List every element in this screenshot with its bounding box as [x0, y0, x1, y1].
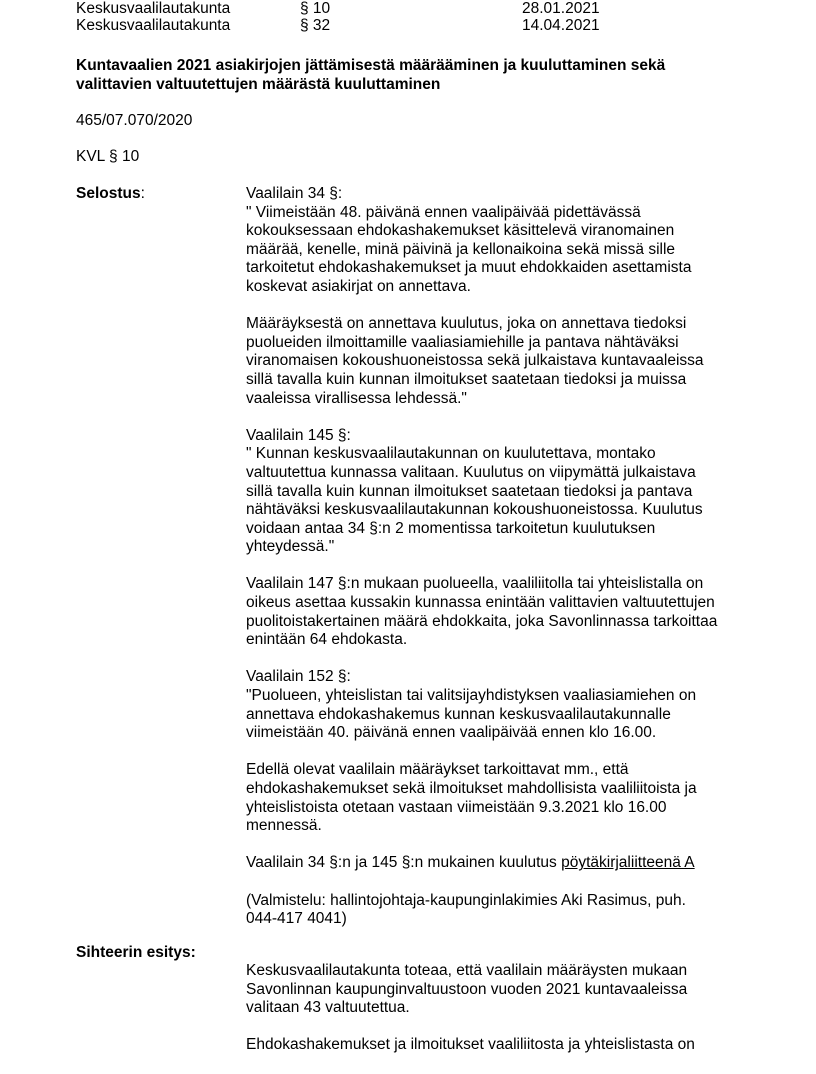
text-line: määrää, kenelle, minä päivinä ja kellonaikoina sekä missä sille	[246, 240, 676, 258]
paragraph	[246, 962, 746, 1018]
header-section: § 32	[300, 17, 331, 34]
paragraph	[246, 315, 746, 408]
paragraph	[246, 575, 746, 649]
text-line: viranomaisen kokoushuoneistossa sekä julkaistava kuntavaaleissa	[246, 352, 704, 370]
text-line: tarkoitetut ehdokashakemukset ja muut ehdokkaiden asettamista	[246, 259, 692, 277]
text-line: "Puolueen, yhteislistan tai valitsijayhdistyksen vaaliasiamiehen on	[246, 687, 697, 705]
sihteerin-paragraphs	[246, 962, 746, 1055]
text-line: vaaleissa virallisessa lehdessä."	[246, 389, 467, 407]
paragraph	[246, 1036, 746, 1055]
preparer-line: (Valmistelu: hallintojohtaja-kaupunginlakimies Aki Rasimus, puh.	[246, 891, 686, 909]
selostus-label-text: Selostus	[76, 185, 141, 202]
text-line: oikeus asettaa kussakin kunnassa enintään valittavien valtuutettujen	[246, 594, 715, 612]
text-line: valtuutettua kunnassa valitaan. Kuulutus on viipymättä julkaistava	[246, 463, 696, 481]
text-line: Keskusvaalilautakunta toteaa, että vaalilain määräysten mukaan	[246, 962, 688, 979]
paragraph	[246, 185, 746, 297]
selostus-colon: :	[140, 185, 145, 202]
text-line: puolueiden ilmoittamille vaaliasiamiehille ja pantava nähtäväksi	[246, 333, 679, 351]
preparer-line: 044-417 4041)	[246, 910, 347, 928]
sihteerin-body	[246, 962, 746, 1074]
text-line: koskevat asiakirjat on annettava.	[246, 277, 471, 295]
text-line: voidaan antaa 34 §:n 2 momentissa tarkoitetun kuulutuksen	[246, 519, 656, 537]
paragraph	[246, 761, 746, 835]
text-line: mennessä.	[246, 817, 322, 835]
text-line: valitaan 43 valtuutettua.	[246, 999, 410, 1017]
header-section: § 10	[300, 0, 331, 17]
text-line: enintään 64 ehdokasta.	[246, 631, 408, 649]
sihteerin-esitys-label: Sihteerin esitys:	[76, 944, 196, 961]
attachment-link[interactable]: pöytäkirjaliitteenä A	[561, 854, 695, 872]
text-line: sillä tavalla kuin kunnan ilmoitukset saatetaan tiedoksi ja pantava	[246, 482, 693, 500]
text-line: Määräyksestä on annettava kuulutus, joka on annettava tiedoksi	[246, 315, 687, 333]
text-line: puolitoistakertainen määrä ehdokkaita, joka Savonlinnassa tarkoittaa	[246, 612, 718, 630]
text-line: Vaalilain 147 §:n mukaan puolueella, vaaliliitolla tai yhteislistalla on	[246, 575, 704, 593]
text-line: Edellä olevat vaalilain määräykset tarkoittavat mm., että	[246, 761, 629, 779]
document-title: Kuntavaalien 2021 asiakirjojen jättämisestä määrääminen ja kuuluttaminen sekä valittavien valtuutettujen määrästä kuuluttaminen	[76, 57, 666, 93]
selostus-label	[76, 185, 145, 204]
text-line: Vaalilain 34 §:	[246, 185, 343, 202]
text-line: sillä tavalla kuin kunnan ilmoitukset saatetaan tiedoksi ja muissa	[246, 370, 687, 388]
text-line: Savonlinnan kaupunginvaltuustoon vuoden 2021 kuntavaaleissa	[246, 980, 688, 998]
text-line: annettava ehdokashakemus kunnan keskusvaalilautakunnalle	[246, 705, 671, 723]
text-line: yhteislistoista otetaan vastaan viimeistään 9.3.2021 klo 16.00	[246, 798, 667, 816]
selostus-body	[246, 185, 746, 947]
text-line: Ehdokashakemukset ja ilmoitukset vaaliliitosta ja yhteislistasta on	[246, 1036, 695, 1054]
text-line: " Viimeistään 48. päivänä ennen vaalipäivää pidettävässä	[246, 203, 641, 221]
paragraph	[246, 668, 746, 742]
attachment-line	[246, 854, 746, 873]
header-row	[76, 17, 776, 36]
header-body: Keskusvaalilautakunta	[76, 0, 231, 17]
text-line: nähtäväksi keskusvaalilautakunnan kokoushuoneistossa. Kuulutus	[246, 501, 703, 519]
text-line: yhteydessä."	[246, 538, 335, 556]
selostus-paragraph-list	[246, 185, 746, 836]
text-line: " Kunnan keskusvaalilautakunnan on kuulutettava, montako	[246, 445, 656, 463]
text-line: Vaalilain 152 §:	[246, 668, 351, 686]
text-line: Vaalilain 145 §:	[246, 426, 351, 444]
header-body: Keskusvaalilautakunta	[76, 17, 231, 34]
kvl-reference: KVL § 10	[76, 148, 140, 165]
header-date: 14.04.2021	[522, 17, 600, 34]
text-line: ehdokashakemukset sekä ilmoitukset mahdollisista vaaliliitoista ja	[246, 780, 697, 797]
record-number: 465/07.070/2020	[76, 112, 193, 129]
text-line: viimeistään 40. päivänä ennen vaalipäivää ennen klo 16.00.	[246, 724, 657, 742]
text-line: kokouksessaan ehdokashakemukset käsittelevä viranomainen	[246, 222, 675, 240]
paragraph	[246, 427, 746, 557]
attachment-prefix: Vaalilain 34 §:n ja 145 §:n mukainen kuulutus	[246, 854, 562, 872]
header-date: 28.01.2021	[522, 0, 600, 17]
preparer-note	[246, 892, 746, 929]
